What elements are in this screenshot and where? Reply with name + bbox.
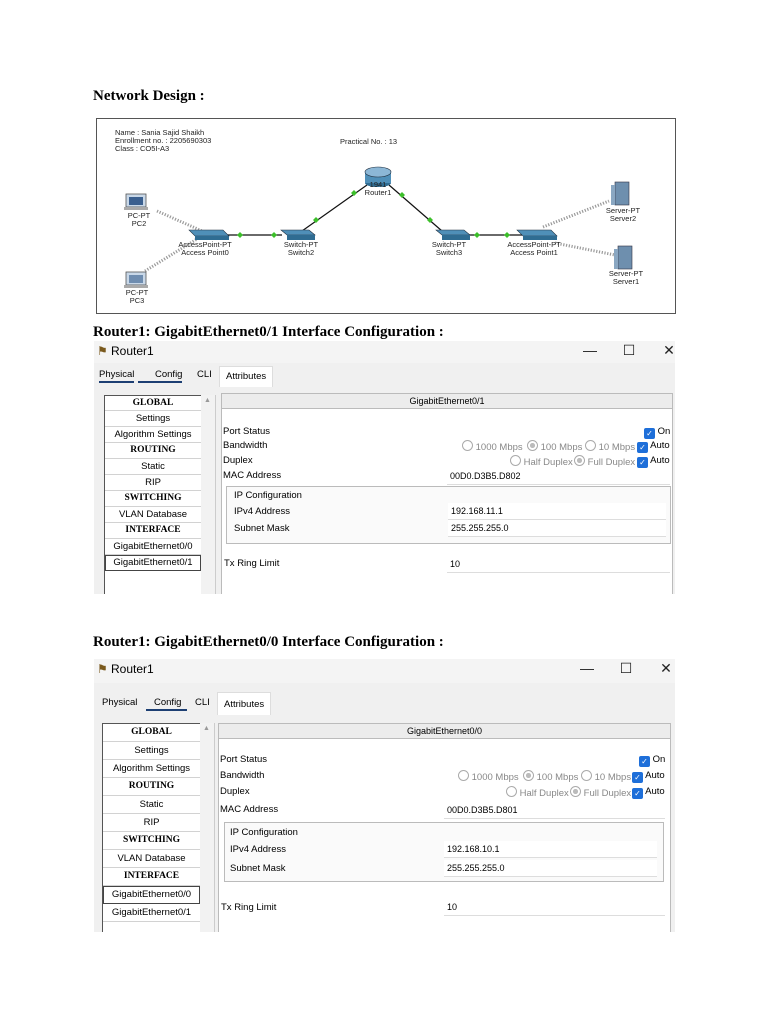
minimize-icon[interactable]: — bbox=[583, 342, 597, 358]
student-name: Name : Sania Sajid Shaikh bbox=[115, 128, 205, 137]
sidebar-item-settings[interactable]: Settings bbox=[103, 742, 200, 760]
mac-address-label: MAC Address bbox=[220, 804, 279, 815]
pc3-icon bbox=[124, 272, 148, 288]
sidebar-header-global: GLOBAL bbox=[105, 396, 201, 411]
sidebar-item-vlan-database[interactable]: VLAN Database bbox=[103, 850, 200, 868]
server1-icon bbox=[614, 246, 632, 269]
sidebar-item-static[interactable]: Static bbox=[105, 459, 201, 475]
radio-icon[interactable] bbox=[506, 786, 517, 797]
topology-drawing bbox=[97, 119, 675, 313]
radio-icon[interactable] bbox=[585, 440, 596, 451]
sidebar-header-routing: ROUTING bbox=[103, 778, 200, 796]
link-dot bbox=[271, 232, 277, 238]
link-switch2-router1 bbox=[302, 185, 367, 231]
ip-configuration-box bbox=[224, 822, 664, 882]
enrollment-number: Enrollment no. : 2205690303 bbox=[115, 136, 212, 145]
server2-label: Server-PT Server2 bbox=[605, 206, 641, 223]
close-icon[interactable]: ✕ bbox=[663, 342, 675, 358]
ipv4-address-input[interactable]: 192.168.10.1 bbox=[444, 841, 657, 858]
mac-address-label: MAC Address bbox=[223, 470, 282, 481]
port-status-toggle[interactable]: ✓ On bbox=[644, 426, 670, 439]
scroll-up-icon[interactable]: ▲ bbox=[204, 397, 211, 404]
config-sidebar bbox=[104, 395, 202, 594]
bandwidth-100-option[interactable]: 100 Mbps bbox=[527, 440, 582, 453]
bandwidth-auto-toggle[interactable]: ✓ Auto bbox=[637, 440, 670, 453]
interface-panel bbox=[221, 393, 673, 594]
server1-label: Server-PT Server1 bbox=[608, 269, 644, 286]
sidebar-header-interface: INTERFACE bbox=[103, 868, 200, 886]
config-body bbox=[94, 715, 675, 932]
tab-physical[interactable]: Physical bbox=[99, 369, 134, 383]
checkbox-checked-icon[interactable]: ✓ bbox=[632, 772, 643, 783]
subnet-mask-input[interactable]: 255.255.255.0 bbox=[444, 860, 657, 877]
radio-icon[interactable] bbox=[574, 455, 585, 466]
scroll-up-icon[interactable]: ▲ bbox=[203, 725, 210, 732]
bandwidth-auto-toggle[interactable]: ✓ Auto bbox=[632, 770, 665, 783]
half-duplex-option[interactable]: Half Duplex bbox=[506, 786, 569, 799]
bandwidth-100-option[interactable]: 100 Mbps bbox=[523, 770, 578, 783]
router1-window-g00 bbox=[94, 659, 675, 932]
sidebar-item-rip[interactable]: RIP bbox=[103, 814, 200, 832]
radio-icon[interactable] bbox=[458, 770, 469, 781]
ipv4-address-input[interactable]: 192.168.11.1 bbox=[448, 503, 666, 520]
bandwidth-label: Bandwidth bbox=[223, 440, 268, 451]
pc2-icon bbox=[124, 194, 148, 210]
config1-heading: Router1: GigabitEthernet0/1 Interface Configuration : bbox=[93, 324, 444, 340]
config-sidebar bbox=[102, 723, 201, 932]
mac-address-field[interactable]: 00D0.D3B5.D801 bbox=[444, 802, 665, 819]
tab-config[interactable]: Config bbox=[146, 697, 187, 711]
sidebar-item-settings[interactable]: Settings bbox=[105, 411, 201, 427]
bandwidth-10-option[interactable]: 10 Mbps bbox=[581, 770, 631, 783]
mac-address-field[interactable]: 00D0.D3B5.D802 bbox=[447, 468, 670, 485]
checkbox-checked-icon[interactable]: ✓ bbox=[637, 457, 648, 468]
subnet-mask-label: Subnet Mask bbox=[234, 523, 290, 534]
ip-configuration-label: IP Configuration bbox=[234, 490, 302, 501]
pc2-label: PC-PT PC2 bbox=[127, 211, 151, 228]
access-point1-label: AccessPoint-PT Access Point1 bbox=[507, 240, 561, 257]
checkbox-checked-icon[interactable]: ✓ bbox=[639, 756, 650, 767]
access-point0-label: AccessPoint-PT Access Point0 bbox=[178, 240, 232, 257]
pc3-label: PC-PT PC3 bbox=[125, 288, 149, 305]
tab-cli[interactable]: CLI bbox=[195, 697, 210, 708]
tab-attributes[interactable]: Attributes bbox=[217, 692, 271, 716]
config-body bbox=[94, 387, 675, 594]
network-design-heading: Network Design : bbox=[93, 88, 205, 104]
sidebar-item-static[interactable]: Static bbox=[103, 796, 200, 814]
sidebar-scrollbar[interactable] bbox=[201, 395, 216, 594]
tab-config[interactable]: Config bbox=[138, 369, 182, 383]
port-status-label: Port Status bbox=[223, 426, 270, 437]
class-label: Class : CO5I-A3 bbox=[115, 144, 170, 153]
tab-cli[interactable]: CLI bbox=[197, 369, 212, 380]
ipv4-address-label: IPv4 Address bbox=[230, 844, 286, 855]
sidebar-item-gig0-1[interactable]: GigabitEthernet0/1 bbox=[105, 555, 201, 571]
link-router1-switch3 bbox=[389, 185, 442, 231]
subnet-mask-input[interactable]: 255.255.255.0 bbox=[448, 520, 666, 537]
checkbox-checked-icon[interactable]: ✓ bbox=[637, 442, 648, 453]
subnet-mask-label: Subnet Mask bbox=[230, 863, 286, 874]
sidebar-item-gig0-0[interactable]: GigabitEthernet0/0 bbox=[103, 886, 200, 904]
checkbox-checked-icon[interactable]: ✓ bbox=[644, 428, 655, 439]
link-dot bbox=[237, 232, 243, 238]
sidebar-item-gig0-1[interactable]: GigabitEthernet0/1 bbox=[103, 904, 200, 922]
switch3-icon bbox=[436, 230, 470, 240]
bandwidth-label: Bandwidth bbox=[220, 770, 265, 781]
duplex-label: Duplex bbox=[220, 786, 250, 797]
duplex-auto-toggle[interactable]: ✓ Auto bbox=[632, 786, 665, 799]
access-point0-icon bbox=[189, 230, 229, 240]
router1-window-g01 bbox=[94, 341, 675, 594]
minimize-icon[interactable]: — bbox=[580, 660, 594, 676]
radio-icon[interactable] bbox=[581, 770, 592, 781]
tx-ring-limit-label: Tx Ring Limit bbox=[221, 902, 277, 913]
full-duplex-option[interactable]: Full Duplex bbox=[574, 455, 635, 468]
link-dot bbox=[474, 232, 480, 238]
tab-bar bbox=[94, 363, 675, 388]
config2-heading: Router1: GigabitEthernet0/0 Interface Configuration : bbox=[93, 634, 444, 650]
full-duplex-option[interactable]: Full Duplex bbox=[570, 786, 631, 799]
sidebar-header-interface: INTERFACE bbox=[105, 523, 201, 539]
sidebar-item-vlan-database[interactable]: VLAN Database bbox=[105, 507, 201, 523]
network-diagram bbox=[96, 118, 676, 314]
title-bar bbox=[94, 659, 675, 683]
tx-ring-limit-input[interactable]: 10 bbox=[444, 899, 665, 916]
router1-label: 1941 Router1 bbox=[364, 180, 392, 197]
bandwidth-10-option[interactable]: 10 Mbps bbox=[585, 440, 635, 453]
packet-tracer-icon: ⚑ bbox=[97, 662, 108, 676]
interface-title: GigabitEthernet0/0 bbox=[219, 724, 670, 739]
ipv4-address-label: IPv4 Address bbox=[234, 506, 290, 517]
packet-tracer-icon: ⚑ bbox=[97, 344, 108, 358]
half-duplex-option[interactable]: Half Duplex bbox=[510, 455, 573, 468]
server2-icon bbox=[611, 182, 629, 205]
radio-icon[interactable] bbox=[462, 440, 473, 451]
tab-attributes[interactable]: Attributes bbox=[219, 366, 273, 388]
sidebar-item-gig0-0[interactable]: GigabitEthernet0/0 bbox=[105, 539, 201, 555]
window-title: Router1 bbox=[111, 344, 154, 358]
tx-ring-limit-label: Tx Ring Limit bbox=[224, 558, 280, 569]
maximize-icon[interactable]: ☐ bbox=[622, 342, 636, 358]
sidebar-item-algorithm-settings[interactable]: Algorithm Settings bbox=[103, 760, 200, 778]
port-status-toggle[interactable]: ✓ On bbox=[639, 754, 665, 767]
switch3-label: Switch-PT Switch3 bbox=[431, 240, 467, 257]
ip-configuration-box bbox=[226, 486, 671, 544]
sidebar-header-routing: ROUTING bbox=[105, 443, 201, 459]
radio-icon[interactable] bbox=[570, 786, 581, 797]
switch2-icon bbox=[281, 230, 315, 240]
sidebar-header-global: GLOBAL bbox=[103, 724, 200, 742]
port-status-label: Port Status bbox=[220, 754, 267, 765]
maximize-icon[interactable]: ☐ bbox=[619, 660, 633, 676]
duplex-label: Duplex bbox=[223, 455, 253, 466]
link-dot bbox=[399, 192, 405, 198]
bandwidth-1000-option[interactable]: 1000 Mbps bbox=[462, 440, 523, 453]
interface-title: GigabitEthernet0/1 bbox=[222, 394, 672, 409]
radio-icon[interactable] bbox=[510, 455, 521, 466]
sidebar-scrollbar[interactable] bbox=[200, 723, 215, 932]
switch2-label: Switch-PT Switch2 bbox=[283, 240, 319, 257]
checkbox-checked-icon[interactable]: ✓ bbox=[632, 788, 643, 799]
title-bar bbox=[94, 341, 675, 363]
wireless-link-server1 bbox=[555, 243, 615, 255]
tab-physical[interactable]: Physical bbox=[102, 697, 138, 708]
wireless-link-server2 bbox=[543, 201, 609, 227]
radio-icon[interactable] bbox=[523, 770, 534, 781]
practical-number: Practical No. : 13 bbox=[340, 137, 398, 146]
ip-configuration-label: IP Configuration bbox=[230, 827, 298, 838]
close-icon[interactable]: ✕ bbox=[660, 660, 672, 676]
radio-icon[interactable] bbox=[527, 440, 538, 451]
wireless-link-pc2 bbox=[157, 211, 202, 231]
sidebar-header-switching: SWITCHING bbox=[103, 832, 200, 850]
sidebar-item-rip[interactable]: RIP bbox=[105, 475, 201, 491]
sidebar-item-algorithm-settings[interactable]: Algorithm Settings bbox=[105, 427, 201, 443]
tab-bar bbox=[94, 683, 675, 716]
bandwidth-1000-option[interactable]: 1000 Mbps bbox=[458, 770, 519, 783]
link-dot bbox=[504, 232, 510, 238]
access-point1-icon bbox=[517, 230, 557, 240]
interface-panel bbox=[218, 723, 671, 932]
window-title: Router1 bbox=[111, 662, 154, 676]
duplex-auto-toggle[interactable]: ✓ Auto bbox=[637, 455, 670, 468]
sidebar-header-switching: SWITCHING bbox=[105, 491, 201, 507]
tx-ring-limit-input[interactable]: 10 bbox=[447, 556, 670, 573]
